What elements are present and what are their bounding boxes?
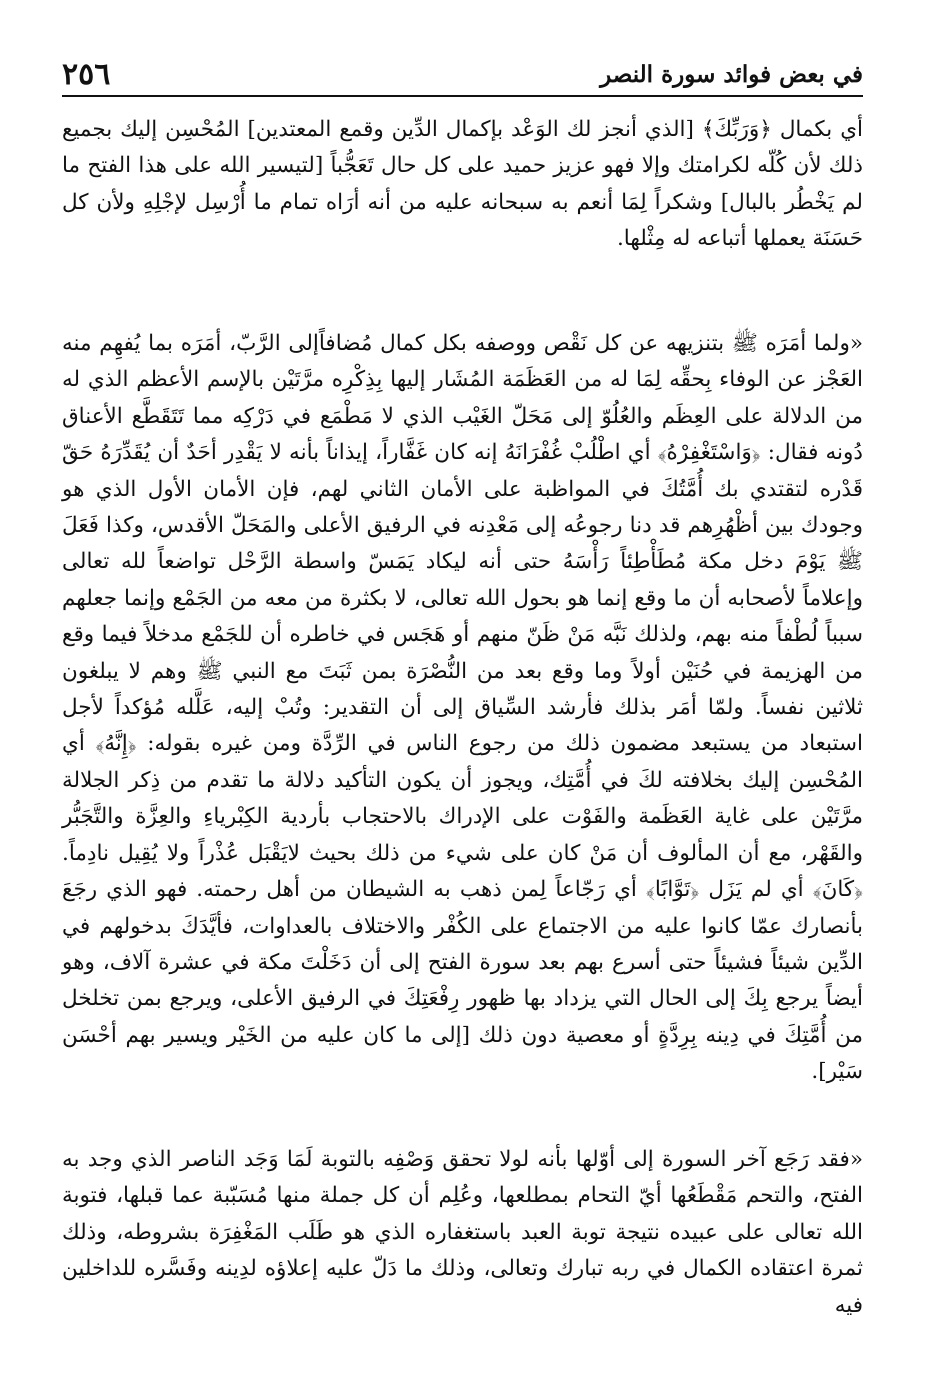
running-title: في بعض فوائد سورة النصر [600, 61, 863, 88]
paragraph: «ولما أمَرَه ﷺ بتنزيهه عن كل نَقْص ووصفه بكل كمال مُضافاًإلى الرَّبّ، أمَرَه بما يُفهِم منه العَجْز عن الوفاء بِحقِّه لِمَا له من العَظَمَة المُشَار إليها بِذِكْرِه مرَّتَيْن بالإسم الأعظم الذي له من الدلالة على العِظَم والعُلُوّ إلى مَحَلّ الغَيْب الذي لا مَطْمَع في دَرْكِه مما تَتَقَطَّع الأعناق دُونه فقال: ﴿وَاسْتَغْفِرْهُ﴾ أي اطْلُبْ غُفْرَانَهُ إنه كان غَفَّاراً، إيذاناً بأنه لا يَقْدِر أحَدٌ أن يُقَدِّرَهُ حَقّ قَدْره لتقتدي بك أُمَّتُكَ في المواظبة على الأمان الثاني لهم، فإن الأمان الأول الذي هو وجودك بين أظْهُرِهم قد دنا رجوعُه إلى مَعْدِنه في الرفيق الأعلى والمَحَلّ الأقدس، وكذا فَعَلَ ﷺ يَوْمَ دخل مكة مُطَأْطِئاً رَأْسَهُ حتى أنه ليكاد يَمَسّ واسطة الرَّحْل تواضعاً لله تعالى وإعلاماً لأصحابه أن ما وقع إنما هو بحول الله تعالى، لا بكثرة من معه من الجَمْع وإنما جعلهم سبباً لُطْفاً منه بهم، ولذلك نَبَّه مَنْ ظَنّ منهم أو هَجَس في خاطره أن للجَمْع مدخلاً فيما وقع من الهزيمة في حُنَيْن أولاً وما وقع بعد من النُّصْرَة بمن ثَبَتَ مع النبي ﷺ وهم لا يبلغون ثلاثين نفساً. ولمّا أمَر بذلك فأرشد السِّياق إلى أن التقدير: وتُبْ إليه، عَلَّله مُؤكداً لأجل استبعاد من يستبعد مضمون ذلك من رجوع الناس في الرِّدَّة ومن غيره بقوله: ﴿إِنَّهُ﴾ أي المُحْسِن إليك بخلافته لكَ في أُمَّتِك، ويجوز أن يكون التأكيد دلالة ما تقدم من ذِكر الجلالة مرَّتَيْن على غاية العَظَمة والفَوْت على الإدراك بالاحتجاب بأردية الكِبْرياءِ والعِزَّة والتَّجَبُّر والقَهْر، مع أن المألوف أن مَنْ كان على شيء من ذلك بحيث لايَقْبَل عُذْراً ولا يُقِيل نادِماً. ﴿كَانَ﴾ أي لم يَزَل ﴿تَوَّابًا﴾ أي رَجّاعاً لِمن ذهب به الشيطان من أهل رحمته. فهو الذي رجَعَ بأنصارك عمّا كانوا عليه من الاجتماع على الكُفْر والاختلاف بالعداوات، فأيَّدَكَ بدخولهم في الدِّين شيئاً فشيئاً حتى أسرع بهم بعد سورة الفتح إلى أن دَخَلْتَ مكة في عشرة آلاف، وهو أيضاً يرجع بِكَ إلى الحال التي يزداد بها ظهور رِفْعَتِكَ في الرفيق الأعلى، ويرجع بمن تخلخل من أُمَّتِكَ في دِينه بِرِدَّةٍ أو معصية دون ذلك [إلى ما كان عليه من الخَيْر ويسير بهم أحْسَن سَيْر]. [62, 331, 863, 1085]
page-number: ٢٥٦ [62, 57, 111, 92]
paragraph: «فقد رَجَع آخر السورة إلى أوّلها بأنه لولا تحقق وَصْفِه بالتوبة لَمَا وَجَد الناصر الذي وجد به الفتح، والتحم مَقْطَعُها أيّ التحام بمطلعها، وعُلِم أن كل جملة منها مُسَبّبة عما قبلها، فتوبة الله تعالى على عبيده نتيجة توبة العبد باستغفاره الذي هو طَلَب المَغْفِرَة بشروطه، وذلك ثمرة اعتقاده الكمال في ربه تبارك وتعالى، وذلك ما دَلّ عليه إعلاؤه لدِينه وفَسَّره للداخلين فيه [62, 1147, 863, 1318]
page-header [62, 55, 863, 97]
body-text [62, 112, 863, 1324]
paragraph: أي بكمال ﴿وَرَبِّكَ﴾ [الذي أنجز لك الوَعْد بإكمال الدِّين وقمع المعتدين] المُحْسِن إليك بجميع ذلك لأن كُلّه لكرامتك وإلا فهو عزيز حميد على كل حال تَعَجُّباً [لتيسير الله على هذا الفتح ما لم يَخْطُر بالبال] وشكراً لِمَا أنعم به سبحانه عليه من أنه أرَاه تمام ما أُرْسِل لإجْلِهِ ولأن كل حَسَنَة يعملها أتباعه له مِثْلها. [62, 117, 863, 252]
